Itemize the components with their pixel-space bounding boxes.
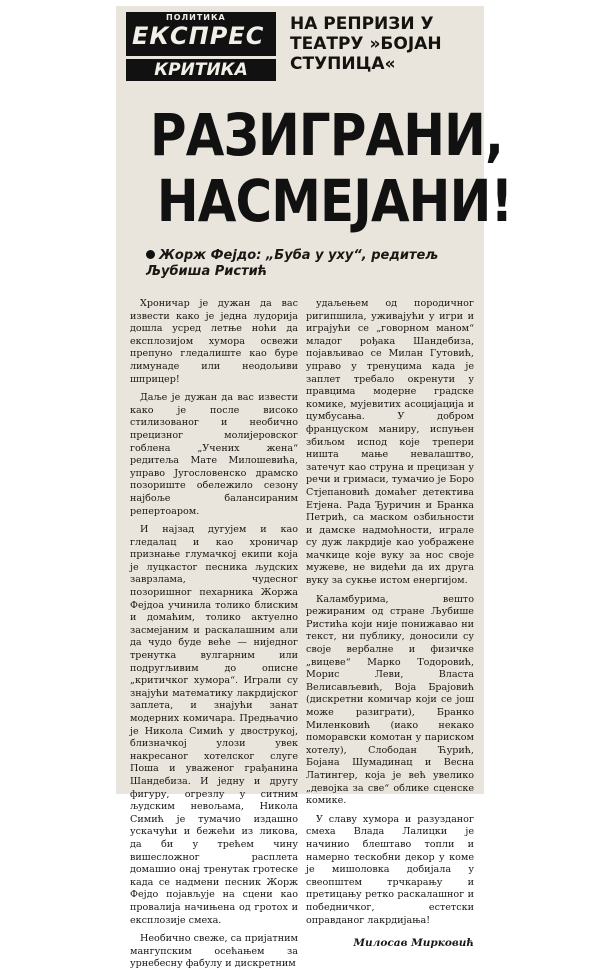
- paragraph: У славу хумора и разузданог смеха Влада Лалицки је начинио блештаво топли и намерно тескобни декор у коме је мишоловка добијала у свеопштем трчкарању и претицању ретко раскалашног и победничког, естетски оправданог лакрдијања!: [306, 813, 474, 926]
- paragraph: И најзад дугујем и као гледалац и као хроничар признање глумачкој екипи која је луцкастог песника људских заврзлама, чудесног позоришног пехарника Жоржа Фејдоа учинила толико блиским и домаћим, толико актуелно засмејаним и раскалашним али да чудо буде веће — ниједног тренутка вулгарним или подругљивим до описне „критичког хумора“. Играли су знајући математику лакрдијског заплета, и знајући занат модерних комичара. Предњачио је Никола Симић у двострукој, близначкој улози увек накресаног хотелског слуге Поша и уваженог грађанина Шандебиза. И једну и другу фигуру, огрезлу у ситним људским невољама, Никола Симић је тумачио издашно ускачући и бежећи из ликова, да би у трећем чину вишесложног расплета домашио онај тренутак гротеске када се надмени песник Жорж Фејдо појављује на сцени као провалија начињена од гротох и експлозије смеха.: [130, 524, 298, 926]
- paragraph: Даље је дужан да вас извести како је после високо стилизованог и необично прецизног молијеровског гоблена „Учених жена“ редитеља Мате Милошевића, управо Југословенско драмско позориште обележило сезону најбоље балансираним репертоаром.: [130, 392, 298, 517]
- bullet-icon: [146, 250, 155, 259]
- section-label: КРИТИКА: [126, 59, 276, 81]
- headline-line-2: НАСМЕЈАНИ!: [156, 167, 513, 235]
- newspaper-clipping: [116, 6, 513, 970]
- masthead-logo: [126, 12, 276, 56]
- subhead: [146, 248, 476, 280]
- headline: [150, 101, 513, 235]
- paragraph: Хроничар је дужан да вас извести како је једна лудорија дошла усред летње ноћи да експлозијом хумора освежи препуно гледалиште као буре лимунаде или неодољиви шприцер!: [130, 298, 298, 385]
- paragraph: Каламбурима, вешто режираним од стране Љубише Ристића који није понижавао ни текст, ни публику, доносили су своје вербалне и физичке „вицеве“ Марко Тодоровић, Морис Леви, Власта Велисављевић, Воја Брајовић (дискретни комичар који се још може разиграти), Бранко Миленковић (иако некако поморавски комотан у париском хотелу), Слободан Ћурић, Бојана Шумадинац и Весна Латингер, која је већ увелико „девојка за све“ облике сценске комике.: [306, 593, 474, 807]
- paragraph: удаљењем од породичног ригипшила, уживајући у игри и играјући се „говорном маном“ младог рођака Шандебиза, појављивао се Милан Гутовић, управо у тренуцима када је заплет требало окренути у правцима модерне градске комике, мујевитих асоцијација и цумбусања. У добром француском маниру, испуњен збиљом испод које трепери ништа мање невалаштво, затечут као струна и прецизан у речи и гримаси, тумачио је Боро Стјепановић домаћег детектива Етјена. Рада Ђуричин и Бранка Петрић, са маском озбиљности и дамске надмоћности, играле су дуж лакрдије као уображене мачкице које вуку за нос своје мужеве, не видећи да их друга вуку за сукње истом енергијом.: [306, 298, 474, 587]
- kicker: НА РЕПРИЗИ У ТЕАТРУ »БОЈАН СТУПИЦА«: [290, 14, 442, 74]
- subhead-text: Жорж Фејдо: „Буба у уху“, редитељ Љубиша Ристић: [146, 248, 439, 279]
- masthead: [126, 12, 276, 82]
- masthead-small: ПОЛИТИКА: [166, 13, 226, 22]
- masthead-title: ЕКСПРЕС: [132, 22, 265, 50]
- column-right: [306, 298, 474, 950]
- author-signature: Милосав Мирковић: [353, 937, 474, 950]
- paragraph: Необично свеже, са пријатним мангупским осећањем за урнебесну фабулу и дискретним: [130, 933, 298, 970]
- headline-line-1: РАЗИГРАНИ,: [150, 101, 504, 169]
- column-left: [130, 298, 298, 977]
